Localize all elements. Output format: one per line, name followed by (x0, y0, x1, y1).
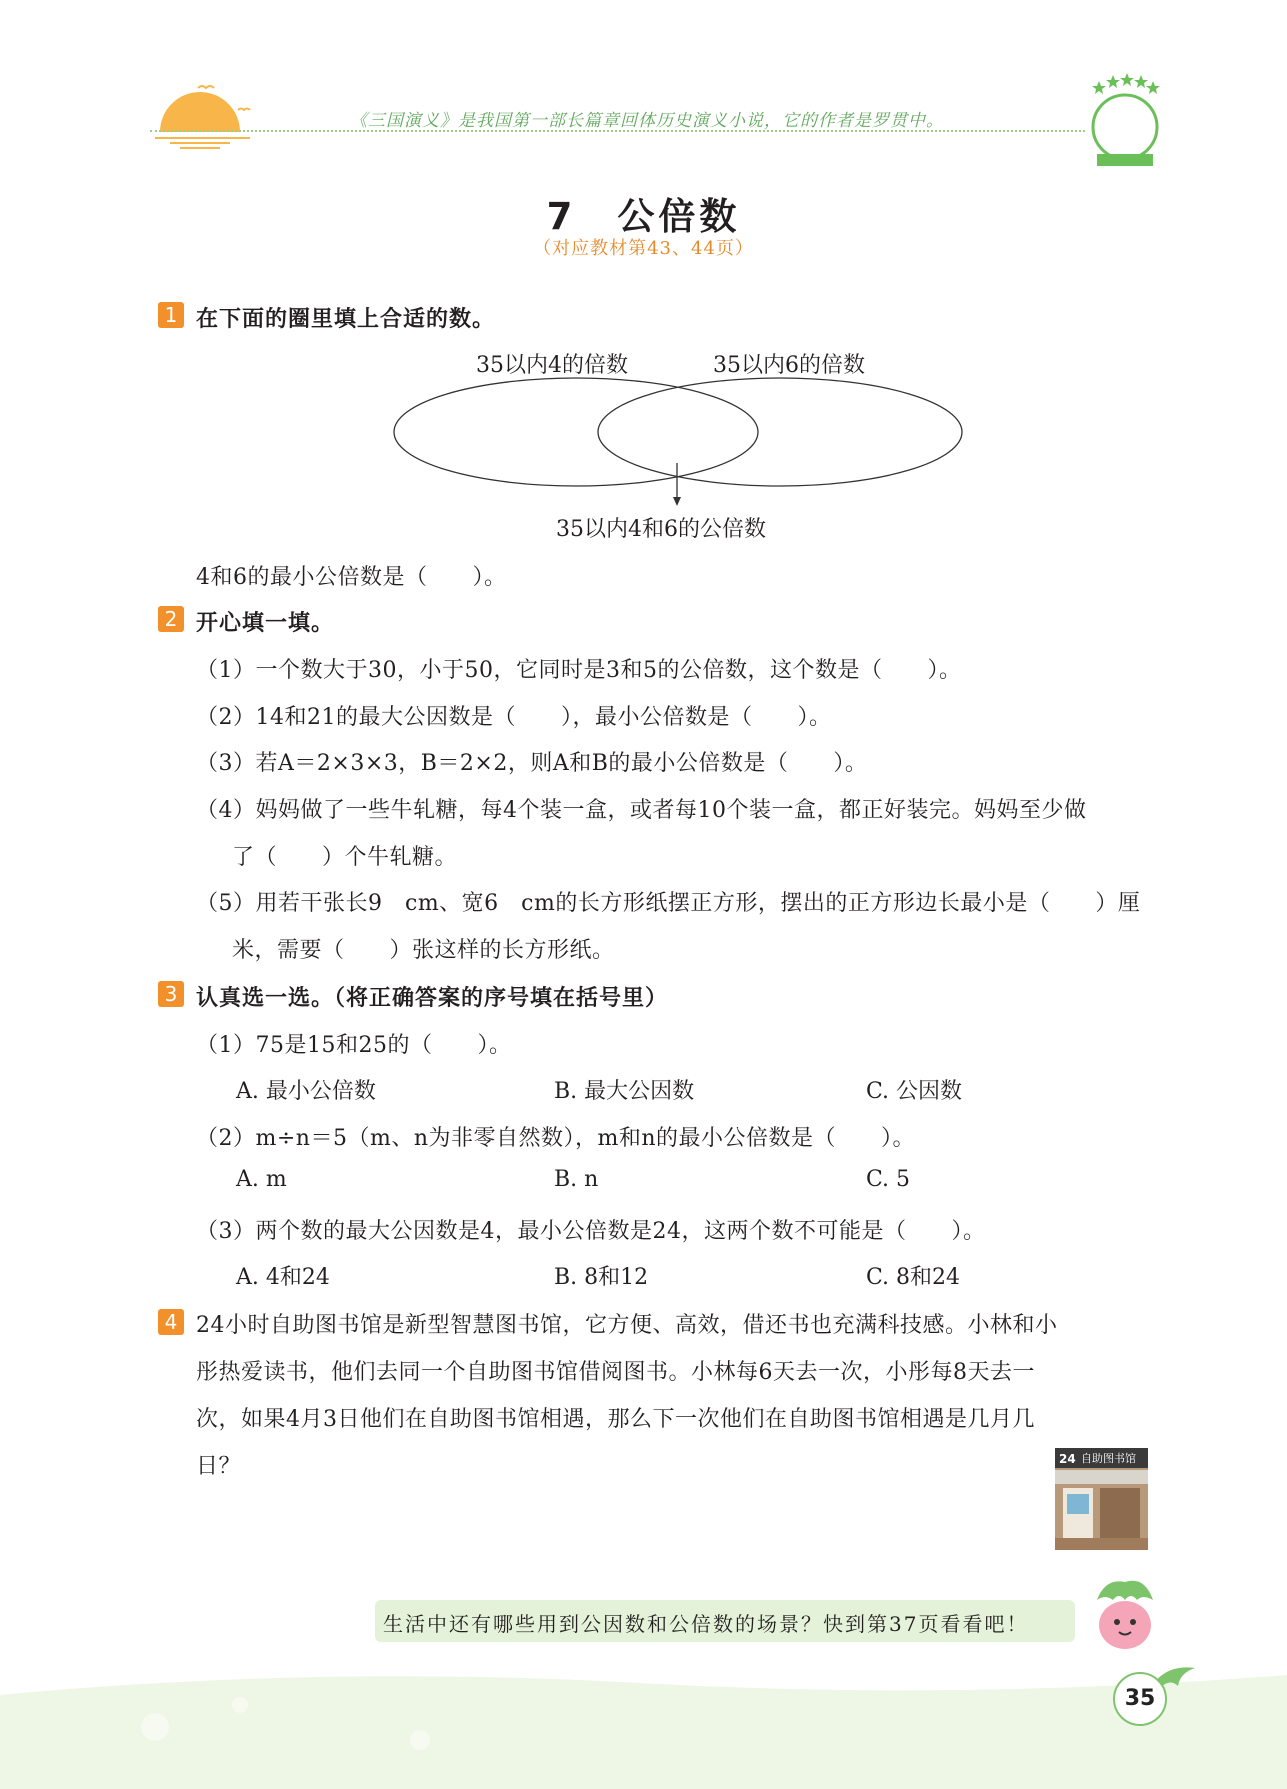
q3-stem: （2）m÷n＝5（m、n为非零自然数），m和n的最小公倍数是（ ）。 (196, 1126, 916, 1151)
q3-option[interactable]: C. 8和24 (866, 1265, 961, 1290)
page-number: 35 (1113, 1672, 1167, 1726)
q3-option[interactable]: A. 4和24 (236, 1265, 330, 1290)
library-photo (1055, 1448, 1148, 1550)
photo-sign-number: 24 (1059, 1452, 1076, 1466)
venn-right-label: 35以内6的倍数 (713, 353, 865, 378)
q2-item: 米，需要（ ）张这样的长方形纸。 (232, 938, 615, 963)
publisher-logo (1085, 72, 1165, 172)
venn-bottom-label: 35以内4和6的公倍数 (556, 517, 766, 542)
q2-item: 了（ ）个牛轧糖。 (232, 845, 458, 870)
question-number: 1 (158, 302, 184, 328)
question-title: 认真选一选。（将正确答案的序号填在括号里） (196, 986, 669, 1011)
page-subtitle: （对应教材第43、44页） (533, 238, 754, 259)
q3-stem: （1）75是15和25的（ ）。 (196, 1033, 512, 1058)
q3-option[interactable]: B. 最大公因数 (554, 1079, 695, 1104)
venn-left-label: 35以内4的倍数 (476, 353, 628, 378)
q2-item: （4）妈妈做了一些牛轧糖，每4个装一盒，或者每10个装一盒，都正好装完。妈妈至少做 (196, 798, 1087, 823)
venn-left-circle[interactable] (394, 378, 758, 486)
q3-option[interactable]: B. n (554, 1167, 599, 1192)
q2-item: （1）一个数大于30，小于50，它同时是3和5的公倍数，这个数是（ ）。 (196, 658, 962, 683)
page-title: 7 公倍数 (546, 195, 741, 238)
mascot-icon (1085, 1570, 1165, 1655)
q4-text-line: 24小时自助图书馆是新型智慧图书馆，它方便、高效，借还书也充满科技感。小林和小 (196, 1313, 1058, 1338)
question-title: 开心填一填。 (196, 611, 335, 636)
question-title: 在下面的圈里填上合适的数。 (196, 307, 496, 332)
venn-diagram (390, 375, 970, 510)
header-quote: 《三国演义》是我国第一部长篇章回体历史演义小说，它的作者是罗贯中。 (350, 111, 944, 131)
photo-sign-text: 自助图书馆 (1081, 1452, 1136, 1465)
q4-text-line: 次，如果4月3日他们在自助图书馆相遇，那么下一次他们在自助图书馆相遇是几月几 (196, 1407, 1035, 1432)
question-number: 2 (158, 606, 184, 632)
q4-text-line: 彤热爱读书，他们去同一个自助图书馆借阅图书。小林每6天去一次，小彤每8天去一 (196, 1360, 1035, 1385)
q3-stem: （3）两个数的最大公因数是4，最小公倍数是24，这两个数不可能是（ ）。 (196, 1219, 986, 1244)
question-number: 4 (158, 1309, 184, 1335)
q2-item: （3）若A＝2×3×3，B＝2×2，则A和B的最小公倍数是（ ）。 (196, 751, 868, 776)
q3-option[interactable]: B. 8和12 (554, 1265, 649, 1290)
q3-option[interactable]: C. 5 (866, 1167, 911, 1192)
footer-background (0, 1665, 1287, 1789)
venn-right-circle[interactable] (598, 378, 962, 486)
q3-option[interactable]: C. 公因数 (866, 1079, 963, 1104)
q3-option[interactable]: A. m (236, 1167, 287, 1192)
question-number: 3 (158, 981, 184, 1007)
q2-item: （2）14和21的最大公因数是（ ），最小公倍数是（ ）。 (196, 705, 832, 730)
q2-item: （5）用若干张长9 cm、宽6 cm的长方形纸摆正方形，摆出的正方形边长最小是（ ）厘 (196, 891, 1141, 916)
tip-text: 生活中还有哪些用到公因数和公倍数的场景？快到第37页看看吧！ (383, 1612, 1029, 1636)
q4-text-line: 日？ (196, 1454, 242, 1479)
q3-option[interactable]: A. 最小公倍数 (236, 1079, 376, 1104)
q1-answer-line: 4和6的最小公倍数是（ ）。 (196, 565, 507, 590)
sunset-icon (150, 80, 260, 150)
